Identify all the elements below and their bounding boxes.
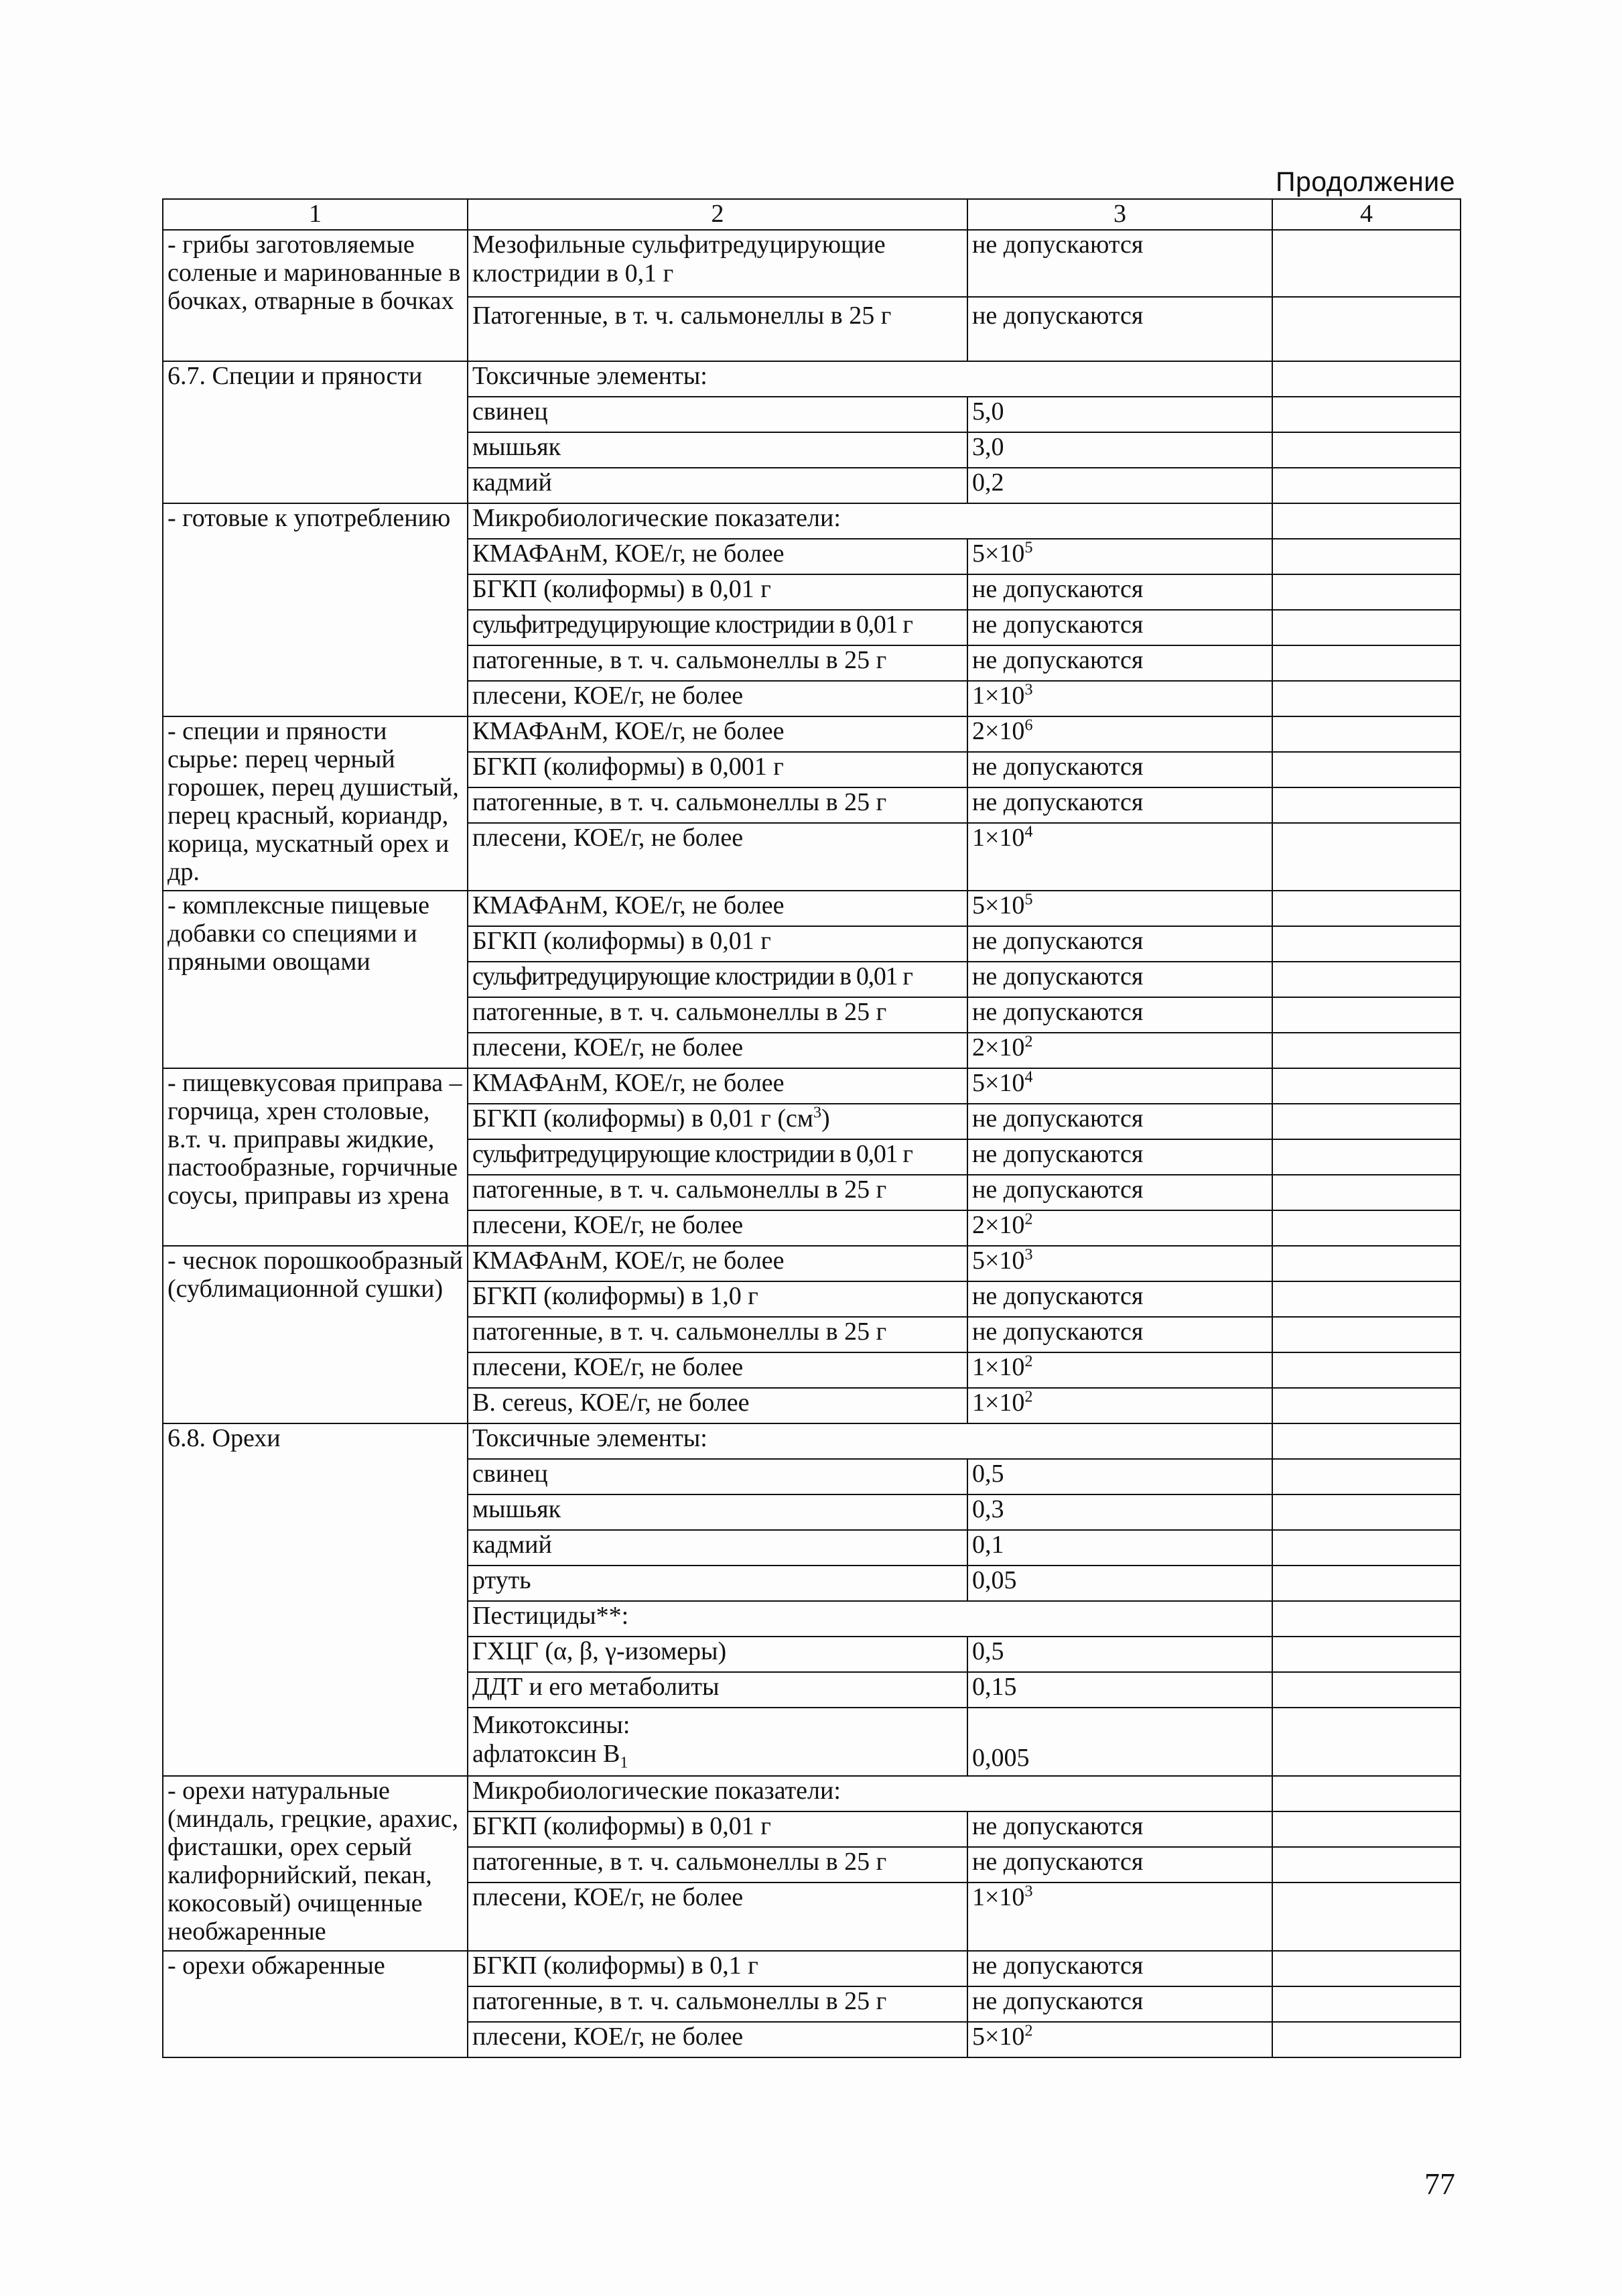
value-cell: 5,0 xyxy=(967,397,1272,432)
value-cell: не допускаются xyxy=(967,1281,1272,1317)
value-cell xyxy=(967,1210,1272,1246)
indicator-cell: патогенные, в т. ч. сальмонеллы в 25 г xyxy=(468,645,967,681)
indicator-cell: ДДТ и его метаболиты xyxy=(468,1672,967,1708)
empty-cell xyxy=(1272,997,1461,1033)
category-cell: - орехи натуральные (миндаль, грецкие, арахис, фисташки, орех серый калифорнийский, пекан, кокосовый) очищенные необжаренные xyxy=(163,1776,468,1951)
empty-cell xyxy=(1272,681,1461,716)
indicator-cell: БГКП (колиформы) в 1,0 г xyxy=(468,1281,967,1317)
indicator-cell: патогенные, в т. ч. сальмонеллы в 25 г xyxy=(468,1175,967,1210)
empty-cell xyxy=(1272,1986,1461,2022)
value-base: 2×10 xyxy=(972,717,1025,745)
value-exponent: 6 xyxy=(1024,716,1033,735)
empty-cell xyxy=(1272,1068,1461,1104)
category-cell: - чеснок порошкообразный (сублимационной сушки) xyxy=(163,1246,468,1423)
value-exponent: 5 xyxy=(1024,539,1033,557)
table-row xyxy=(163,1246,1461,1281)
col-header-4: 4 xyxy=(1272,199,1461,230)
empty-cell xyxy=(1272,539,1461,574)
indicator-cell: плесени, КОЕ/г, не более xyxy=(468,1352,967,1388)
indicator-cell: плесени, КОЕ/г, не более xyxy=(468,2022,967,2057)
empty-cell xyxy=(1272,1951,1461,1986)
value-exponent: 3 xyxy=(1024,1246,1033,1264)
table-row xyxy=(163,716,1461,752)
section-heading: Токсичные элементы: xyxy=(468,1423,1272,1459)
empty-cell xyxy=(1272,1352,1461,1388)
value-cell: 0,5 xyxy=(967,1637,1272,1672)
value-cell: не допускаются xyxy=(967,997,1272,1033)
mycotoxin-heading: Микотоксины: xyxy=(472,1711,630,1739)
category-cell: - готовые к употреблению xyxy=(163,503,468,716)
value-cell: не допускаются xyxy=(967,574,1272,610)
value-base: 1×10 xyxy=(972,1389,1025,1417)
value-cell: не допускаются xyxy=(967,230,1272,297)
empty-cell xyxy=(1272,297,1461,361)
value-cell: 3,0 xyxy=(967,432,1272,468)
col-header-3: 3 xyxy=(967,199,1272,230)
table-row xyxy=(163,1068,1461,1104)
category-cell: - орехи обжаренные xyxy=(163,1951,468,2057)
indicator-cell: плесени, КОЕ/г, не более xyxy=(468,1210,967,1246)
empty-cell xyxy=(1272,787,1461,823)
value-exponent: 2 xyxy=(1024,1033,1033,1051)
table-row xyxy=(163,230,1461,297)
indicator-cell: патогенные, в т. ч. сальмонеллы в 25 г xyxy=(468,1847,967,1883)
indicator-cell: кадмий xyxy=(468,1530,967,1566)
indicator-cell: БГКП (колиформы) в 0,001 г xyxy=(468,752,967,787)
value-cell xyxy=(967,716,1272,752)
empty-cell xyxy=(1272,468,1461,503)
aflatoxin-subscript: 1 xyxy=(620,1754,628,1772)
value-exponent: 2 xyxy=(1024,1210,1033,1228)
empty-cell xyxy=(1272,823,1461,891)
empty-cell xyxy=(1272,1811,1461,1847)
value-cell xyxy=(967,1246,1272,1281)
indicator-cell: патогенные, в т. ч. сальмонеллы в 25 г xyxy=(468,787,967,823)
empty-cell xyxy=(1272,1566,1461,1601)
empty-cell xyxy=(1272,432,1461,468)
value-exponent: 2 xyxy=(1024,2022,1033,2040)
value-exponent: 4 xyxy=(1024,823,1033,841)
value-cell: не допускаются xyxy=(967,926,1272,962)
section-heading: Микробиологические показатели: xyxy=(468,1776,1272,1811)
indicator-cell: плесени, КОЕ/г, не более xyxy=(468,681,967,716)
col-header-1: 1 xyxy=(163,199,468,230)
empty-cell xyxy=(1272,1494,1461,1530)
table-row xyxy=(163,1423,1461,1459)
value-cell xyxy=(967,823,1272,891)
indicator-cell: плесени, КОЕ/г, не более xyxy=(468,1033,967,1068)
empty-cell xyxy=(1272,926,1461,962)
empty-cell xyxy=(1272,503,1461,539)
empty-cell xyxy=(1272,1530,1461,1566)
empty-cell xyxy=(1272,891,1461,926)
value-cell: не допускаются xyxy=(967,1139,1272,1175)
table-row xyxy=(163,503,1461,539)
indicator-exponent: 3 xyxy=(813,1104,821,1122)
empty-cell xyxy=(1272,1139,1461,1175)
table-row xyxy=(163,361,1461,397)
page-number: 77 xyxy=(1424,2167,1455,2201)
empty-cell xyxy=(1272,716,1461,752)
value-cell: не допускаются xyxy=(967,752,1272,787)
value-cell xyxy=(967,1033,1272,1068)
section-heading: Микробиологические показатели: xyxy=(468,503,1272,539)
indicator-cell: Патогенные, в т. ч. сальмонеллы в 25 г xyxy=(468,297,967,361)
indicator-cell: Мезофильные сульфитредуцирующие клостридии в 0,1 г xyxy=(468,230,967,297)
empty-cell xyxy=(1272,574,1461,610)
value-cell: не допускаются xyxy=(967,1104,1272,1139)
header-row xyxy=(163,199,1461,230)
indicator-cell: кадмий xyxy=(468,468,967,503)
value-base: 5×10 xyxy=(972,539,1025,568)
indicator-cell: сульфитредуцирующие клостридии в 0,01 г xyxy=(468,962,967,997)
category-cell: - грибы заготовляемые соленые и маринованные в бочках, отварные в бочках xyxy=(163,230,468,361)
value-cell: не допускаются xyxy=(967,1811,1272,1847)
indicator-cell: свинец xyxy=(468,1459,967,1494)
indicator-cell: ГХЦГ (α, β, γ-изомеры) xyxy=(468,1637,967,1672)
indicator-tail: ) xyxy=(821,1104,830,1133)
table-row xyxy=(163,891,1461,926)
value-cell: не допускаются xyxy=(967,1951,1272,1986)
continuation-label: Продолжение xyxy=(1276,166,1455,197)
value-cell xyxy=(967,1068,1272,1104)
empty-cell xyxy=(1272,230,1461,297)
empty-cell xyxy=(1272,1637,1461,1672)
indicator-cell: КМАФАнМ, КОЕ/г, не более xyxy=(468,1246,967,1281)
empty-cell xyxy=(1272,361,1461,397)
value-cell: 0,15 xyxy=(967,1672,1272,1708)
value-cell xyxy=(967,1352,1272,1388)
col-header-2: 2 xyxy=(468,199,967,230)
value-exponent: 2 xyxy=(1024,1388,1033,1406)
empty-cell xyxy=(1272,1776,1461,1811)
value-exponent: 3 xyxy=(1024,1883,1033,1901)
indicator-cell xyxy=(468,1104,967,1139)
value-exponent: 5 xyxy=(1024,891,1033,909)
section-heading: Токсичные элементы: xyxy=(468,361,1272,397)
value-base: 5×10 xyxy=(972,1247,1025,1275)
empty-cell xyxy=(1272,397,1461,432)
empty-cell xyxy=(1272,1033,1461,1068)
value-cell: 0,1 xyxy=(967,1530,1272,1566)
value-cell: 0,5 xyxy=(967,1459,1272,1494)
value-cell: не допускаются xyxy=(967,1847,1272,1883)
indicator-cell: плесени, КОЕ/г, не более xyxy=(468,823,967,891)
empty-cell xyxy=(1272,1672,1461,1708)
empty-cell xyxy=(1272,1847,1461,1883)
aflatoxin-label: афлатоксин B xyxy=(472,1740,620,1768)
indicator-base: БГКП (колиформы) в 0,01 г (см xyxy=(472,1104,813,1133)
indicator-cell: ртуть xyxy=(468,1566,967,1601)
indicator-cell: плесени, КОЕ/г, не более xyxy=(468,1883,967,1951)
empty-cell xyxy=(1272,1175,1461,1210)
category-cell: - специи и пряности сырье: перец черный горошек, перец душистый, перец красный, кориандр, корица, мускатный орех и др. xyxy=(163,716,468,891)
value-cell: не допускаются xyxy=(967,297,1272,361)
indicator-cell: мышьяк xyxy=(468,432,967,468)
empty-cell xyxy=(1272,1210,1461,1246)
value-cell: не допускаются xyxy=(967,787,1272,823)
empty-cell xyxy=(1272,1459,1461,1494)
indicator-cell: сульфитредуцирующие клостридии в 0,01 г xyxy=(468,1139,967,1175)
value-base: 2×10 xyxy=(972,1033,1025,1062)
empty-cell xyxy=(1272,1423,1461,1459)
value-cell xyxy=(967,1388,1272,1423)
empty-cell xyxy=(1272,2022,1461,2057)
empty-cell xyxy=(1272,645,1461,681)
empty-cell xyxy=(1272,1317,1461,1352)
value-cell: 0,05 xyxy=(967,1566,1272,1601)
value-cell xyxy=(967,1883,1272,1951)
category-cell: 6.7. Специи и пряности xyxy=(163,361,468,503)
value-cell: 0,2 xyxy=(967,468,1272,503)
empty-cell xyxy=(1272,1104,1461,1139)
empty-cell xyxy=(1272,752,1461,787)
indicator-cell: БГКП (колиформы) в 0,01 г xyxy=(468,574,967,610)
indicator-cell: патогенные, в т. ч. сальмонеллы в 25 г xyxy=(468,1317,967,1352)
value-exponent: 4 xyxy=(1024,1068,1033,1086)
value-exponent: 3 xyxy=(1024,681,1033,699)
category-cell: 6.8. Орехи xyxy=(163,1423,468,1776)
indicator-cell: КМАФАнМ, КОЕ/г, не более xyxy=(468,716,967,752)
value-cell: не допускаются xyxy=(967,610,1272,645)
value-cell: не допускаются xyxy=(967,962,1272,997)
value-cell: не допускаются xyxy=(967,1175,1272,1210)
value-base: 1×10 xyxy=(972,824,1025,852)
value-base: 5×10 xyxy=(972,2023,1025,2051)
value-cell xyxy=(967,891,1272,926)
empty-cell xyxy=(1272,1246,1461,1281)
indicator-cell: КМАФАнМ, КОЕ/г, не более xyxy=(468,539,967,574)
value-cell: 0,005 xyxy=(967,1708,1272,1776)
empty-cell xyxy=(1272,1601,1461,1637)
indicator-cell: свинец xyxy=(468,397,967,432)
value-cell: не допускаются xyxy=(967,645,1272,681)
empty-cell xyxy=(1272,1708,1461,1776)
empty-cell xyxy=(1272,1281,1461,1317)
value-cell: не допускаются xyxy=(967,1317,1272,1352)
indicator-cell: БГКП (колиформы) в 0,01 г xyxy=(468,926,967,962)
category-cell: - комплексные пищевые добавки со специями и пряными овощами xyxy=(163,891,468,1068)
empty-cell xyxy=(1272,1388,1461,1423)
value-cell: 0,3 xyxy=(967,1494,1272,1530)
indicator-cell: мышьяк xyxy=(468,1494,967,1530)
indicator-cell: КМАФАнМ, КОЕ/г, не более xyxy=(468,1068,967,1104)
value-base: 1×10 xyxy=(972,1353,1025,1381)
indicator-cell: БГКП (колиформы) в 0,01 г xyxy=(468,1811,967,1847)
value-cell xyxy=(967,539,1272,574)
indicator-cell: B. cereus, КОЕ/г, не более xyxy=(468,1388,967,1423)
empty-cell xyxy=(1272,610,1461,645)
value-base: 5×10 xyxy=(972,1069,1025,1097)
indicator-cell: патогенные, в т. ч. сальмонеллы в 25 г xyxy=(468,997,967,1033)
category-cell: - пищевкусовая приправа – горчица, хрен столовые, в.т. ч. приправы жидкие, пастообразные, горчичные соусы, приправы из хрена xyxy=(163,1068,468,1246)
requirements-table xyxy=(162,198,1461,2058)
value-cell xyxy=(967,2022,1272,2057)
section-heading: Пестициды**: xyxy=(468,1601,1272,1637)
table-row xyxy=(163,1776,1461,1811)
mycotoxin-cell xyxy=(468,1708,967,1776)
indicator-cell: БГКП (колиформы) в 0,1 г xyxy=(468,1951,967,1986)
value-base: 5×10 xyxy=(972,891,1025,919)
indicator-cell: патогенные, в т. ч. сальмонеллы в 25 г xyxy=(468,1986,967,2022)
value-base: 2×10 xyxy=(972,1211,1025,1239)
value-base: 1×10 xyxy=(972,682,1025,710)
value-exponent: 2 xyxy=(1024,1352,1033,1370)
value-base: 1×10 xyxy=(972,1883,1025,1911)
indicator-cell: сульфитредуцирующие клостридии в 0,01 г xyxy=(468,610,967,645)
empty-cell xyxy=(1272,962,1461,997)
indicator-cell: КМАФАнМ, КОЕ/г, не более xyxy=(468,891,967,926)
value-cell: не допускаются xyxy=(967,1986,1272,2022)
empty-cell xyxy=(1272,1883,1461,1951)
value-cell xyxy=(967,681,1272,716)
table-row xyxy=(163,1951,1461,1986)
